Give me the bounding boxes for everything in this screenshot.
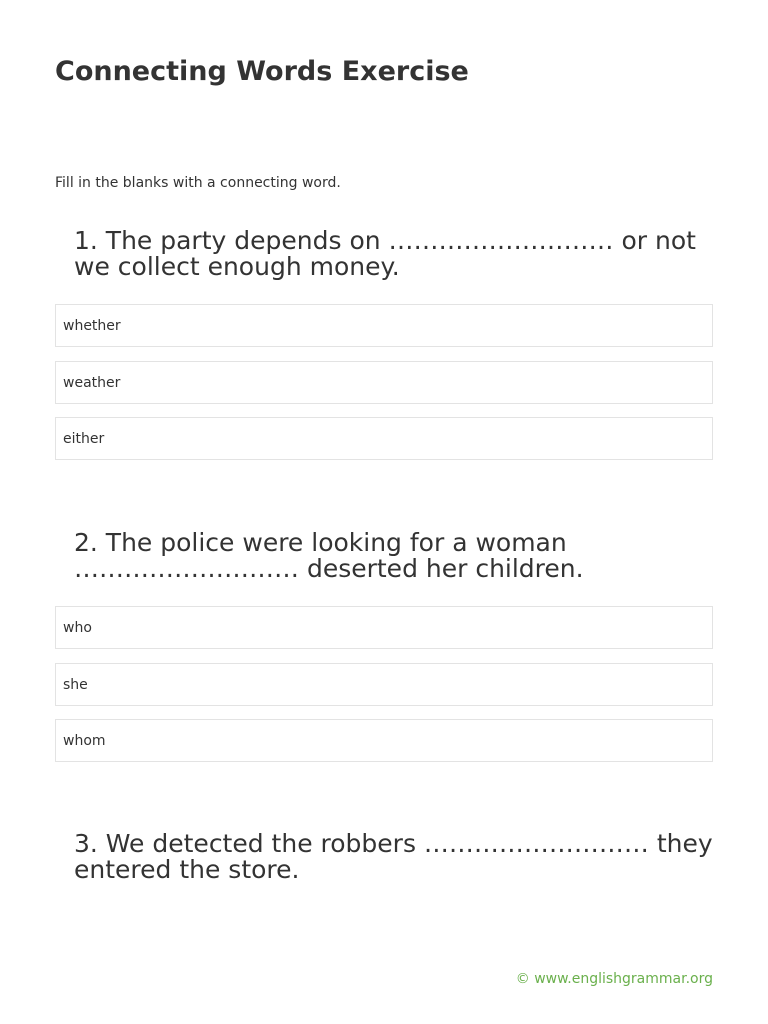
question-2-option-1[interactable] <box>55 606 713 649</box>
question-1-option-1[interactable] <box>55 304 713 347</box>
question-1: 1. The party depends on ……………………… or not we collect enough money. <box>74 226 696 281</box>
question-2-option-3[interactable] <box>55 719 713 762</box>
option-label: who <box>63 619 92 636</box>
question-2-option-2[interactable] <box>55 663 713 706</box>
footer-copyright[interactable]: © www.englishgrammar.org <box>515 971 713 987</box>
option-label: she <box>63 676 88 693</box>
instructions: Fill in the blanks with a connecting word. <box>55 175 341 191</box>
page-title: Connecting Words Exercise <box>55 56 469 87</box>
option-label: whom <box>63 732 106 749</box>
question-3: 3. We detected the robbers ……………………… they entered the store. <box>74 829 713 884</box>
question-1-option-2[interactable] <box>55 361 713 404</box>
question-1-option-3[interactable] <box>55 417 713 460</box>
option-label: either <box>63 430 105 447</box>
option-label: weather <box>63 374 121 391</box>
question-2: 2. The police were looking for a woman ……………………… deserted her children. <box>74 528 584 583</box>
option-label: whether <box>63 317 121 334</box>
